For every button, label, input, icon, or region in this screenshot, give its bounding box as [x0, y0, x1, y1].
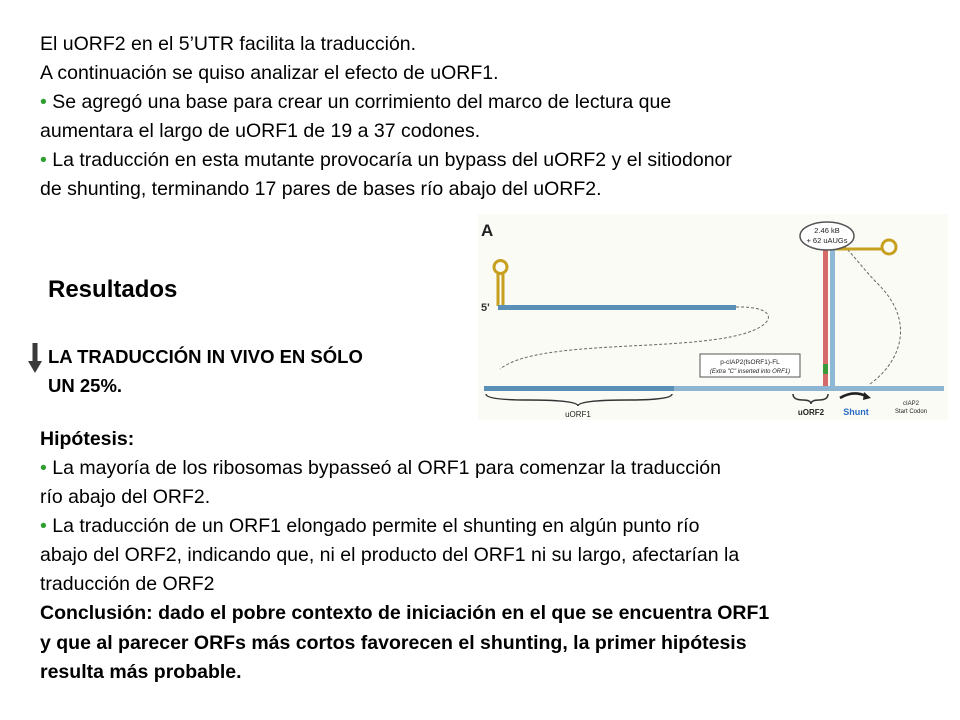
- bullet-marker: •: [40, 457, 47, 479]
- uorf1-strand: [484, 386, 674, 391]
- bullet-marker: •: [40, 515, 47, 537]
- hypothesis-block: [40, 425, 739, 599]
- hypothesis-heading: Hipótesis:: [40, 428, 135, 450]
- shunt-label: Shunt: [843, 407, 869, 417]
- intro-line-1: El uORF2 en el 5’UTR facilita la traducción.: [40, 33, 417, 55]
- mrna-strand-bottom: [674, 386, 944, 391]
- intro-bullet-2-text: La traducción en esta mutante provocaría un bypass del uORF2 y el sitiodonor: [52, 149, 732, 171]
- stem-right: [830, 246, 835, 386]
- five-prime-label: 5': [481, 302, 490, 314]
- conclusion-line-2: y que al parecer ORFs más cortos favorecen el shunting, la primer hipótesis: [40, 631, 747, 654]
- intro-text-block: [40, 30, 732, 204]
- ciap2-label-1: cIAP2: [902, 401, 920, 407]
- hypothesis-bullet-1: [40, 454, 739, 483]
- intro-bullet-1: [40, 88, 732, 117]
- intro-line-2: A continuación se quiso analizar el efecto de uORF1.: [40, 62, 499, 84]
- hypothesis-bullet-2-cont-2: traducción de ORF2: [40, 573, 215, 595]
- intro-bullet-1-cont: aumentara el largo de uORF1 de 19 a 37 codones.: [40, 120, 481, 142]
- uorf2-label: uORF2: [797, 408, 825, 417]
- stem-marker: [823, 364, 828, 374]
- intro-bullet-2: [40, 146, 732, 175]
- bullet-marker: •: [40, 149, 47, 171]
- callout-line-2: + 62 uAUGs: [806, 236, 848, 245]
- callout-line-1: 2.46 kB: [814, 226, 840, 235]
- panel-label: A: [481, 221, 494, 240]
- results-line-2: UN 25%.: [48, 375, 123, 396]
- conclusion-line-1: Conclusión: dado el pobre contexto de iniciación en el que se encuentra ORF1: [40, 602, 770, 624]
- ciap2-label-2: Start Codon: [894, 409, 928, 415]
- mrna-strand-top: [498, 305, 736, 310]
- hypothesis-bullet-2: [40, 512, 739, 541]
- intro-bullet-2-cont: de shunting, terminando 17 pares de bases río abajo del uORF2.: [40, 178, 602, 200]
- hypothesis-bullet-2-text: La traducción de un ORF1 elongado permite el shunting en algún punto río: [52, 515, 700, 537]
- bullet-marker: •: [40, 91, 47, 113]
- construct-label-1: p-cIAP2(fsORF1)-FL: [720, 359, 780, 366]
- hypothesis-bullet-1-cont: río abajo del ORF2.: [40, 486, 211, 508]
- conclusion-line-3: resulta más probable.: [40, 661, 242, 683]
- down-arrow-icon: [28, 343, 42, 373]
- mrna-diagram: [478, 214, 948, 420]
- construct-label-2: (Extra "C" inserted into ORF1): [709, 369, 791, 375]
- uorf1-label: uORF1: [565, 410, 591, 419]
- conclusion-block: [40, 599, 769, 688]
- hypothesis-bullet-1-text: La mayoría de los ribosomas bypasseó al ORF1 para comenzar la traducción: [52, 457, 721, 479]
- results-text: [48, 342, 363, 400]
- hypothesis-bullet-2-cont-1: abajo del ORF2, indicando que, ni el producto del ORF1 ni su largo, afectarían la: [40, 544, 740, 566]
- intro-bullet-1-text: Se agregó una base para crear un corrimiento del marco de lectura que: [52, 91, 672, 113]
- results-line-1: LA TRADUCCIÓN IN VIVO EN SÓLO: [48, 346, 363, 367]
- results-heading: Resultados: [48, 276, 178, 303]
